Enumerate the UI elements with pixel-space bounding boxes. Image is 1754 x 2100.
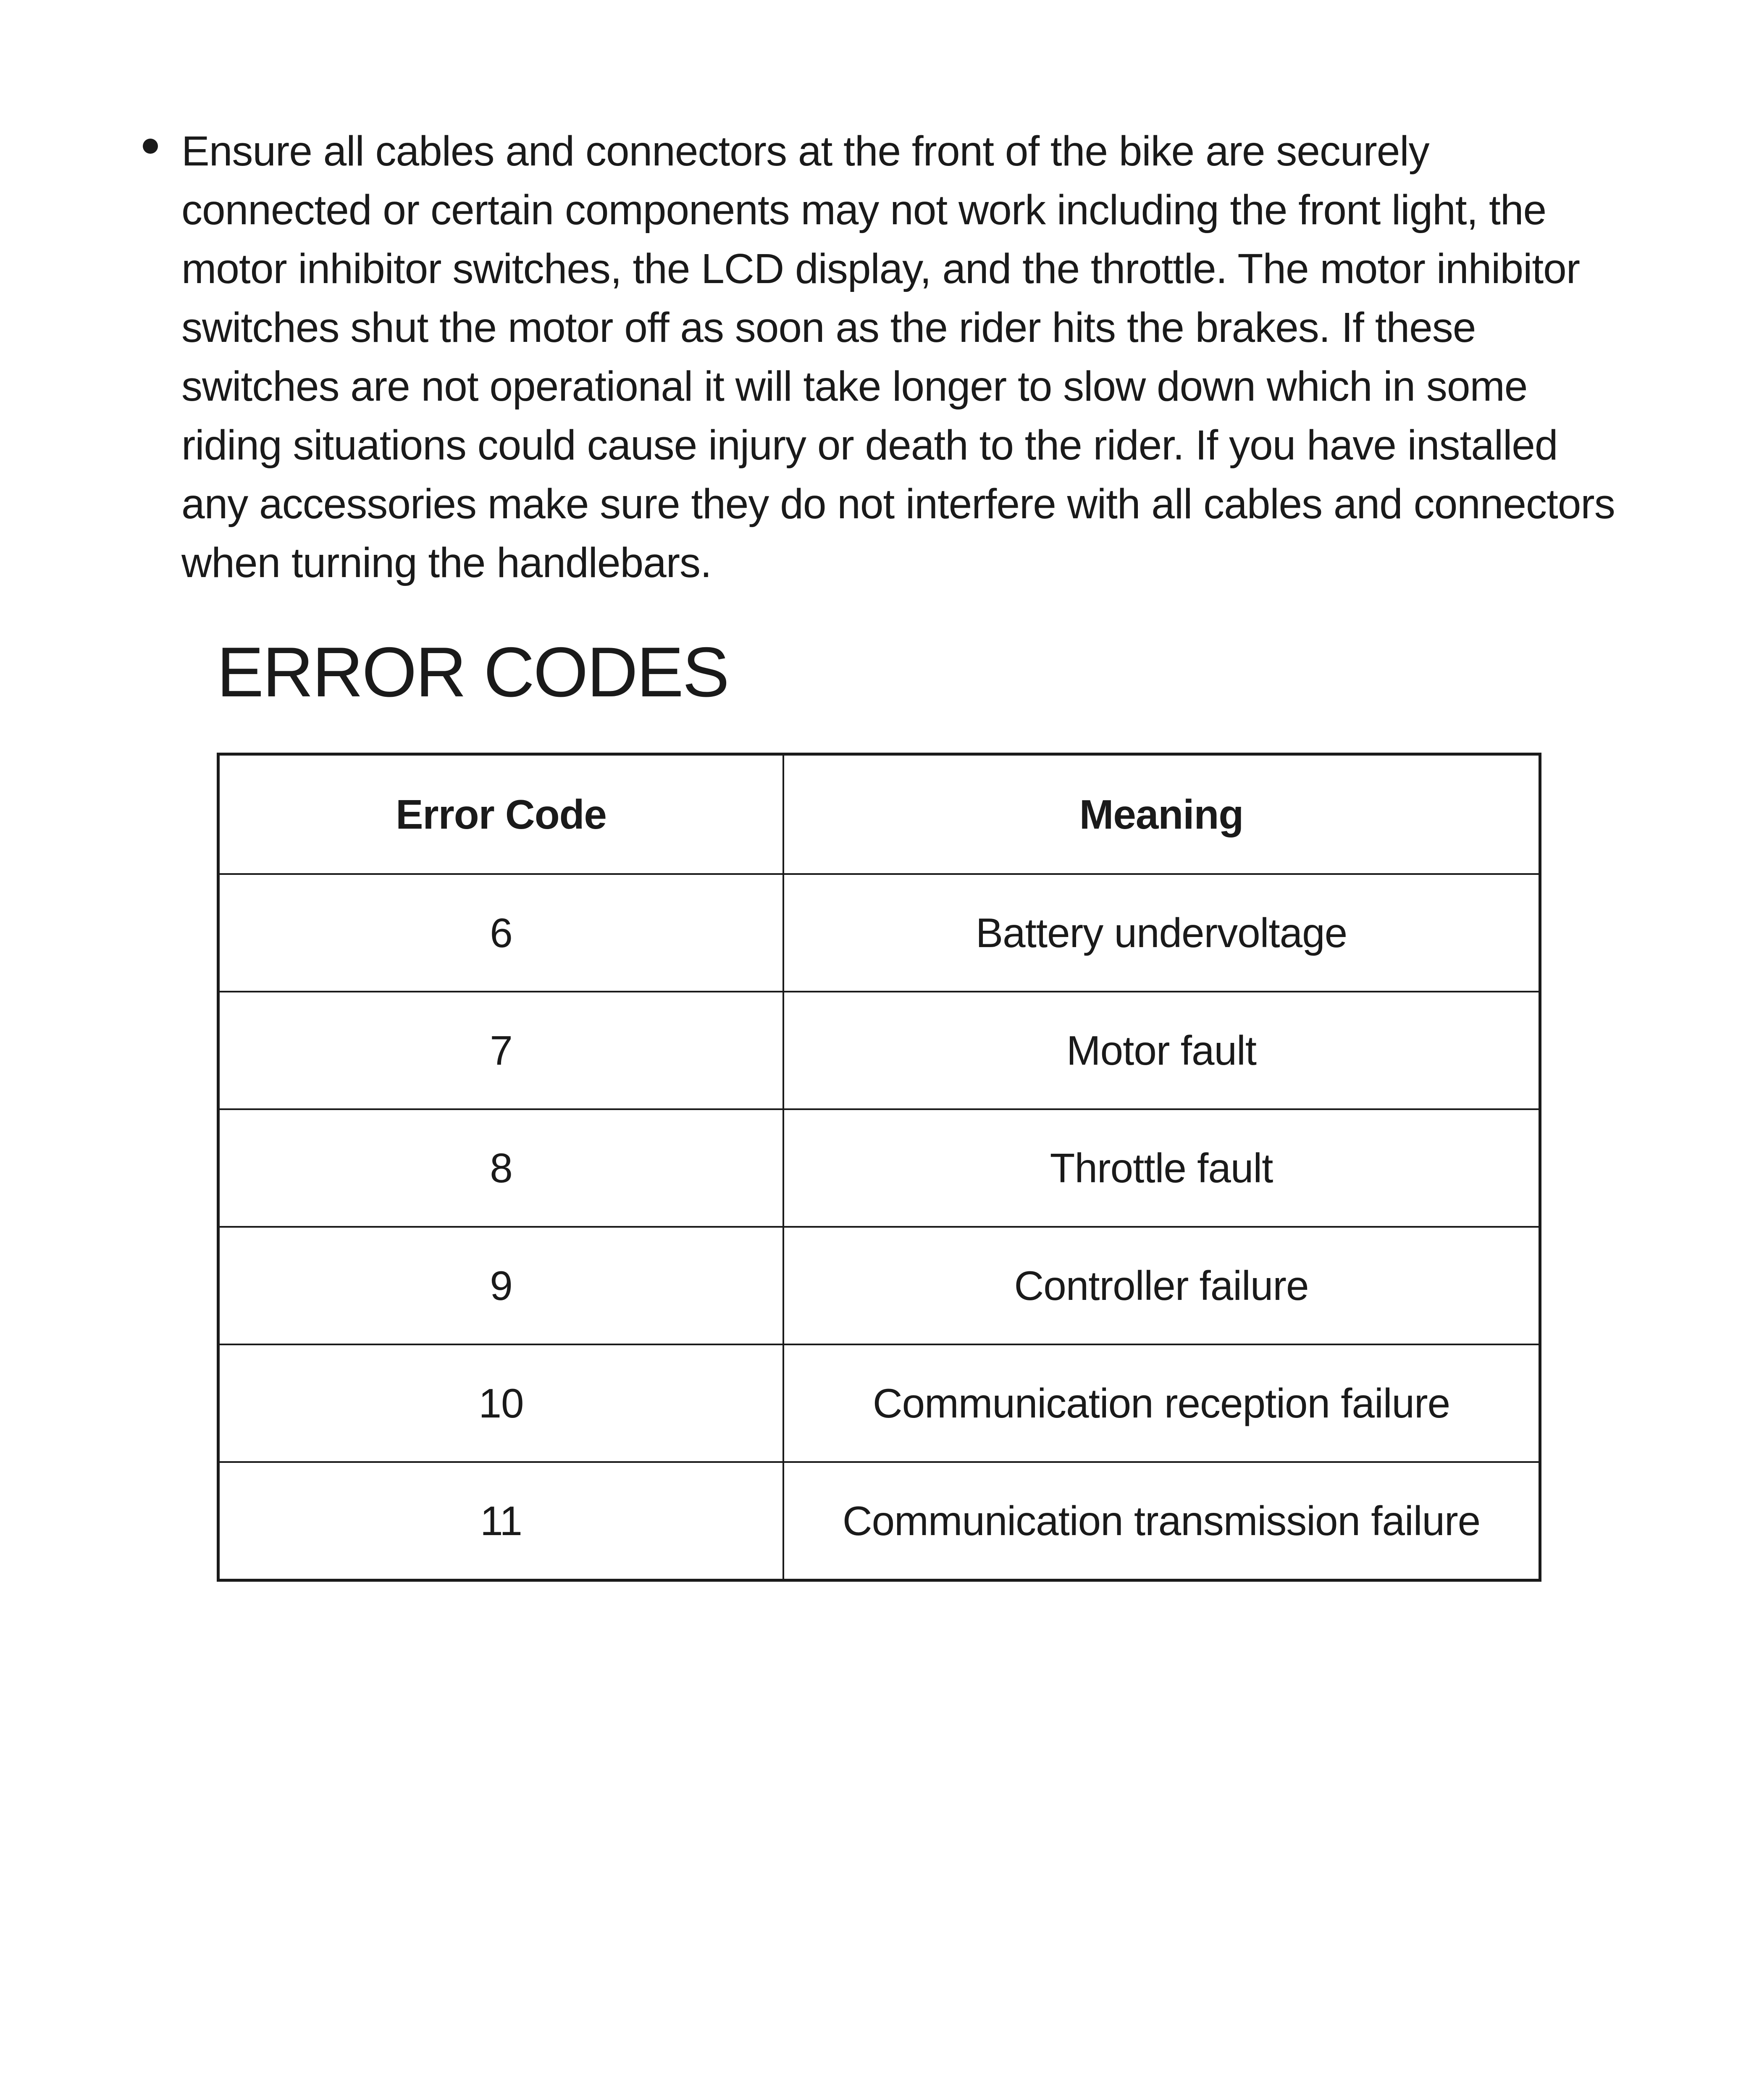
error-code-cell: 11 xyxy=(218,1462,784,1580)
meaning-cell: Battery undervoltage xyxy=(783,874,1540,992)
table-row xyxy=(218,1462,1540,1580)
error-codes-table xyxy=(217,753,1541,1582)
error-code-cell: 9 xyxy=(218,1227,784,1344)
error-code-cell: 8 xyxy=(218,1109,784,1227)
bullet-dot-icon xyxy=(143,139,158,154)
table-row xyxy=(218,874,1540,992)
safety-notice-text: Ensure all cables and connectors at the front of the bike are securely connected or certain components may not work including the front light, the motor inhibitor switches, the LCD display, and the throttle. The motor inhibitor switches shut the motor off as soon as the rider hits the brakes. If these switches are not operational it will take longer to slow down which in some riding situations could cause injury or death to the rider. If you have installed any accessories make sure they do not interfere with all cables and connectors when turning the handlebars. xyxy=(181,128,1615,586)
table-row xyxy=(218,1344,1540,1462)
error-code-cell: 7 xyxy=(218,992,784,1109)
error-code-cell: 10 xyxy=(218,1344,784,1462)
table-row xyxy=(218,1109,1540,1227)
meaning-cell: Communication transmission failure xyxy=(783,1462,1540,1580)
meaning-cell: Motor fault xyxy=(783,992,1540,1109)
error-code-cell: 6 xyxy=(218,874,784,992)
header-meaning: Meaning xyxy=(783,754,1540,874)
meaning-cell: Communication reception failure xyxy=(783,1344,1540,1462)
header-error-code: Error Code xyxy=(218,754,784,874)
table-row xyxy=(218,1227,1540,1344)
section-title: ERROR CODES xyxy=(217,633,728,711)
table-row xyxy=(218,992,1540,1109)
meaning-cell: Controller failure xyxy=(783,1227,1540,1344)
meaning-cell: Throttle fault xyxy=(783,1109,1540,1227)
table-header-row xyxy=(218,754,1540,874)
